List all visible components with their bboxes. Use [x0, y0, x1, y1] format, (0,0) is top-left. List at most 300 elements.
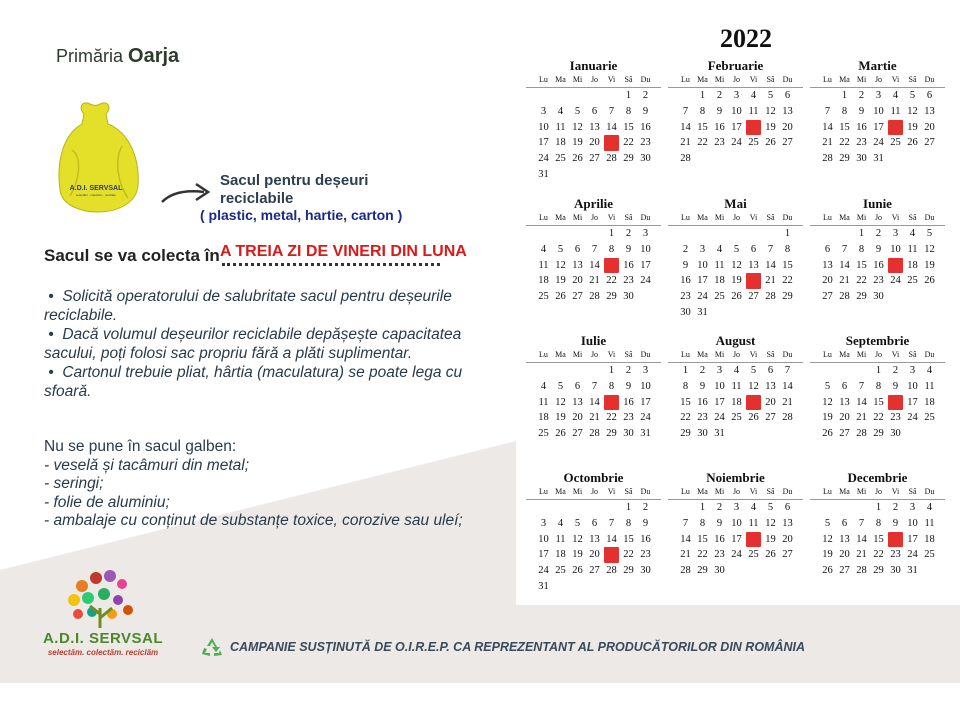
weekday-label: Mi	[856, 75, 867, 84]
day-cell: 25	[924, 412, 935, 424]
day-cell: 2	[875, 228, 882, 239]
day-cell: 6	[750, 243, 757, 255]
day-cell: 31	[538, 580, 549, 592]
day-cell: 7	[591, 243, 598, 255]
day-cell: 15	[697, 121, 708, 133]
weekday-label: Vi	[891, 350, 900, 359]
weekday-label: Ma	[697, 487, 708, 496]
day-cell: 22	[606, 275, 617, 287]
weekday-label: Vi	[891, 213, 900, 222]
day-cell: 3	[875, 90, 882, 101]
day-cell: 15	[782, 259, 793, 271]
day-cell: 26	[765, 549, 776, 561]
not-allowed-title: Nu se pune în sacul galben:	[44, 438, 237, 455]
day-cell: 7	[608, 105, 615, 117]
day-cell: 20	[589, 549, 600, 561]
day-cell: 7	[858, 380, 865, 392]
day-cell: 23	[623, 275, 634, 287]
weekday-label: Du	[782, 350, 793, 359]
day-cell: 9	[875, 243, 882, 255]
day-cell: 11	[748, 517, 759, 529]
day-cell: 2	[682, 243, 689, 255]
day-cell: 16	[640, 121, 651, 133]
days-grid	[810, 363, 945, 442]
day-cell: 28	[765, 291, 776, 303]
day-cell: 24	[714, 412, 725, 424]
day-cell: 9	[682, 259, 689, 271]
day-cell: 20	[839, 549, 850, 561]
weekday-label: Ma	[555, 350, 566, 359]
footer-campaign: CAMPANIE SUSȚINUTĂ DE O.I.R.E.P. CA REPREZENTANT AL PRODUCĂTORILOR DIN ROMÂNIA	[230, 640, 806, 654]
weekday-label: Vi	[607, 350, 616, 359]
day-cell: 17	[907, 533, 918, 545]
day-cell: 27	[839, 565, 850, 577]
day-cell: 6	[784, 90, 791, 101]
month-aprilie	[526, 196, 661, 305]
day-cell: 3	[892, 228, 899, 239]
day-cell: 19	[924, 259, 935, 271]
day-cell: 21	[856, 412, 867, 424]
day-cell: 30	[640, 565, 651, 577]
day-cell: 19	[765, 533, 776, 545]
weekday-header	[668, 73, 803, 88]
empty-cell	[729, 226, 744, 242]
weekday-label: Mi	[714, 350, 725, 359]
weekday-label: Du	[924, 350, 935, 359]
weekday-header	[526, 348, 661, 363]
weekday-header	[668, 211, 803, 226]
day-cell: 5	[557, 243, 564, 255]
day-cell: 18	[907, 259, 918, 271]
weekday-label: Jo	[590, 487, 599, 496]
day-cell: 4	[926, 365, 933, 376]
municipality-name: Oarja	[128, 45, 180, 67]
month-name: Februarie	[707, 58, 764, 73]
day-cell: 16	[623, 396, 634, 408]
day-cell: 7	[858, 517, 865, 529]
day-cell: 3	[540, 105, 547, 117]
day-cell: 27	[748, 291, 759, 303]
day-cell: 8	[858, 243, 865, 255]
day-cell: 29	[680, 428, 691, 440]
weekday-label: Sâ	[624, 487, 633, 496]
day-cell: 14	[839, 259, 850, 271]
day-cell: 3	[642, 365, 649, 376]
day-cell: 16	[623, 259, 634, 271]
day-cell: 30	[623, 291, 634, 303]
day-cell: 2	[892, 502, 899, 513]
weekday-label: Lu	[823, 487, 832, 496]
day-cell: 31	[640, 428, 651, 440]
day-cell: 13	[839, 533, 850, 545]
month-martie	[810, 58, 945, 167]
day-cell: 6	[574, 243, 581, 255]
day-cell: 18	[555, 137, 566, 149]
weekday-label: Lu	[539, 213, 548, 222]
day-cell: 2	[625, 365, 632, 376]
day-cell: 31	[697, 306, 708, 318]
empty-cell	[678, 88, 693, 104]
day-cell: 11	[714, 259, 725, 271]
day-cell: 7	[591, 380, 598, 392]
day-cell: 29	[839, 153, 850, 165]
day-cell: 11	[748, 105, 759, 117]
rule-item: • Solicită operatorului de salubritate sacul pentru deșeurile reciclabile.	[44, 288, 452, 324]
day-cell: 18	[538, 275, 549, 287]
day-cell: 17	[731, 121, 742, 133]
day-cell: 5	[574, 105, 581, 117]
weekday-label: Vi	[891, 487, 900, 496]
empty-cell	[587, 363, 602, 379]
day-cell: 23	[890, 412, 901, 424]
empty-cell	[678, 500, 693, 516]
weekday-label: Lu	[681, 213, 690, 222]
bag-brand: A.D.I. SERVSAL	[69, 185, 123, 192]
day-cell: 8	[875, 517, 882, 529]
weekday-label: Mi	[714, 213, 725, 222]
day-cell: 8	[784, 243, 791, 255]
day-cell: 27	[589, 565, 600, 577]
weekday-label: Sâ	[908, 350, 917, 359]
day-cell: 1	[858, 228, 865, 239]
day-cell: 29	[697, 565, 708, 577]
day-cell: 24	[640, 275, 651, 287]
weekday-label: Ma	[839, 75, 850, 84]
empty-cell	[553, 226, 568, 242]
municipality-title	[56, 45, 179, 68]
day-cell: 13	[822, 259, 833, 271]
day-cell: 11	[890, 105, 901, 117]
day-cell: 15	[856, 259, 867, 271]
weekday-label: Du	[640, 487, 651, 496]
bag-sub: selectăm . colectăm . reciclăm	[75, 193, 117, 197]
weekday-header	[810, 73, 945, 88]
day-cell: 29	[623, 565, 634, 577]
day-cell: 24	[697, 291, 708, 303]
empty-cell	[854, 500, 869, 516]
day-cell: 14	[606, 533, 617, 545]
day-cell: 6	[841, 380, 848, 392]
day-cell: 30	[873, 291, 884, 303]
day-cell: 20	[572, 412, 583, 424]
bag-info-title: Sacul pentru deșeuri reciclabile	[220, 172, 369, 207]
day-cell: 4	[540, 243, 547, 255]
day-cell: 5	[557, 380, 564, 392]
month-octombrie	[526, 470, 661, 595]
day-cell: 1	[682, 365, 689, 376]
day-cell: 11	[907, 243, 918, 255]
weekday-label: Jo	[874, 487, 883, 496]
weekday-label: Ma	[555, 487, 566, 496]
day-cell: 26	[765, 137, 776, 149]
day-cell: 22	[623, 137, 634, 149]
weekday-label: Vi	[749, 487, 758, 496]
day-cell: 6	[591, 105, 598, 117]
day-cell: 15	[623, 121, 634, 133]
day-cell: 23	[623, 412, 634, 424]
bag-info-types: ( plastic, metal, hartie, carton )	[200, 207, 403, 223]
empty-cell	[553, 363, 568, 379]
empty-cell	[570, 363, 585, 379]
day-cell: 4	[750, 90, 757, 101]
day-cell: 2	[699, 365, 706, 376]
day-cell: 29	[873, 565, 884, 577]
weekday-label: Sâ	[624, 75, 633, 84]
day-cell: 8	[625, 517, 632, 529]
weekday-label: Sâ	[766, 75, 775, 84]
day-cell: 14	[589, 396, 600, 408]
day-cell: 3	[909, 365, 916, 376]
empty-cell	[837, 363, 852, 379]
collection-day-marker	[746, 273, 761, 289]
day-cell: 19	[555, 412, 566, 424]
day-cell: 25	[538, 428, 549, 440]
day-cell: 26	[555, 291, 566, 303]
day-cell: 20	[839, 412, 850, 424]
day-cell: 29	[782, 291, 793, 303]
not-allowed-item: - ambalaje cu conținut de substanțe toxice, corozive sau uleí;	[44, 512, 463, 529]
day-cell: 1	[875, 365, 882, 376]
day-cell: 12	[822, 533, 833, 545]
weekday-label: Mi	[572, 350, 583, 359]
day-cell: 20	[782, 533, 793, 545]
weekday-label: Mi	[572, 75, 583, 84]
day-cell: 10	[714, 380, 725, 392]
day-cell: 1	[784, 228, 791, 239]
day-cell: 28	[822, 153, 833, 165]
day-cell: 14	[782, 380, 793, 392]
day-cell: 5	[909, 90, 916, 101]
weekday-label: Sâ	[766, 350, 775, 359]
arrow-right-icon	[158, 180, 218, 210]
day-cell: 21	[856, 549, 867, 561]
day-cell: 24	[731, 137, 742, 149]
day-cell: 21	[680, 549, 691, 561]
day-cell: 5	[574, 517, 581, 529]
weekday-label: Vi	[607, 487, 616, 496]
month-februarie	[668, 58, 803, 167]
day-cell: 18	[555, 549, 566, 561]
empty-cell	[820, 363, 835, 379]
day-cell: 10	[731, 105, 742, 117]
day-cell: 8	[608, 243, 615, 255]
month-noiembrie	[668, 470, 803, 579]
day-cell: 16	[856, 121, 867, 133]
day-cell: 30	[623, 428, 634, 440]
weekday-header	[810, 348, 945, 363]
day-cell: 7	[608, 517, 615, 529]
empty-cell	[587, 88, 602, 104]
rule-item: • Cartonul trebuie pliat, hârtia (maculatura) se poate lega cu sfoară.	[44, 364, 463, 400]
day-cell: 6	[824, 243, 831, 255]
day-cell: 17	[714, 396, 725, 408]
weekday-label: Lu	[681, 350, 690, 359]
weekday-label: Ma	[839, 350, 850, 359]
day-cell: 3	[699, 243, 706, 255]
yellow-bag-image	[52, 100, 142, 215]
weekday-label: Jo	[732, 213, 741, 222]
day-cell: 2	[642, 502, 649, 513]
day-cell: 9	[699, 380, 706, 392]
day-cell: 27	[572, 291, 583, 303]
day-cell: 23	[856, 137, 867, 149]
day-cell: 12	[822, 396, 833, 408]
days-grid	[668, 363, 803, 442]
day-cell: 24	[538, 565, 549, 577]
day-cell: 19	[765, 121, 776, 133]
day-cell: 6	[767, 365, 774, 376]
month-name: Ianuarie	[569, 58, 618, 73]
empty-cell	[570, 500, 585, 516]
weekday-label: Mi	[714, 75, 725, 84]
month-decembrie	[810, 470, 945, 579]
day-cell: 29	[623, 153, 634, 165]
day-cell: 31	[907, 565, 918, 577]
day-cell: 27	[765, 412, 776, 424]
days-grid	[810, 88, 945, 167]
day-cell: 6	[574, 380, 581, 392]
day-cell: 16	[640, 533, 651, 545]
weekday-label: Jo	[732, 75, 741, 84]
day-cell: 25	[538, 291, 549, 303]
month-name: Iulie	[580, 333, 607, 348]
days-grid	[526, 500, 661, 595]
day-cell: 13	[589, 533, 600, 545]
day-cell: 20	[924, 121, 935, 133]
servsal-logo-icon	[60, 568, 170, 678]
day-cell: 5	[824, 380, 831, 392]
not-allowed-item: - veselă și tacâmuri din metal;	[44, 456, 250, 474]
day-cell: 8	[875, 380, 882, 392]
day-cell: 30	[697, 428, 708, 440]
day-cell: 10	[640, 380, 651, 392]
weekday-label: Mi	[714, 487, 725, 496]
day-cell: 31	[714, 428, 725, 440]
day-cell: 16	[873, 259, 884, 271]
day-cell: 14	[680, 533, 691, 545]
day-cell: 13	[748, 259, 759, 271]
day-cell: 15	[873, 533, 884, 545]
day-cell: 2	[625, 228, 632, 239]
day-cell: 5	[733, 243, 740, 255]
day-cell: 20	[572, 275, 583, 287]
weekday-label: Du	[924, 213, 935, 222]
empty-cell	[820, 88, 835, 104]
day-cell: 8	[699, 105, 706, 117]
day-cell: 9	[716, 105, 723, 117]
empty-cell	[712, 226, 727, 242]
weekday-label: Lu	[539, 75, 548, 84]
day-cell: 21	[680, 137, 691, 149]
day-cell: 9	[642, 105, 649, 117]
day-cell: 18	[924, 396, 935, 408]
empty-cell	[746, 226, 761, 242]
logo-tagline: selectăm. colectăm. reciclăm	[47, 648, 159, 657]
weekday-header	[810, 485, 945, 500]
days-grid	[810, 226, 945, 305]
day-cell: 22	[873, 549, 884, 561]
day-cell: 12	[765, 105, 776, 117]
recycle-icon	[200, 636, 224, 658]
day-cell: 12	[572, 121, 583, 133]
day-cell: 5	[767, 90, 774, 101]
day-cell: 15	[680, 396, 691, 408]
collection-day-marker	[746, 120, 761, 136]
day-cell: 10	[907, 380, 918, 392]
day-cell: 13	[782, 517, 793, 529]
day-cell: 4	[926, 502, 933, 513]
day-cell: 1	[608, 228, 615, 239]
calendar-year: 2022	[720, 24, 772, 53]
day-cell: 15	[839, 121, 850, 133]
weekday-header	[668, 348, 803, 363]
weekday-header	[810, 211, 945, 226]
day-cell: 23	[640, 549, 651, 561]
day-cell: 27	[589, 153, 600, 165]
weekday-label: Lu	[681, 75, 690, 84]
weekday-label: Vi	[749, 75, 758, 84]
day-cell: 2	[716, 90, 723, 101]
day-cell: 3	[642, 228, 649, 239]
weekday-label: Vi	[749, 350, 758, 359]
day-cell: 20	[765, 396, 776, 408]
weekday-label: Mi	[856, 213, 867, 222]
day-cell: 22	[839, 137, 850, 149]
weekday-label: Ma	[697, 75, 708, 84]
month-august	[668, 333, 803, 442]
day-cell: 12	[748, 380, 759, 392]
weekday-label: Lu	[539, 487, 548, 496]
empty-cell	[820, 226, 835, 242]
logo-name: A.D.I. SERVSAL	[42, 630, 164, 647]
day-cell: 13	[782, 105, 793, 117]
collection-day-marker	[604, 395, 619, 411]
days-grid	[810, 500, 945, 579]
day-cell: 21	[589, 412, 600, 424]
day-cell: 28	[856, 565, 867, 577]
weekday-label: Sâ	[766, 487, 775, 496]
day-cell: 2	[716, 502, 723, 513]
weekday-label: Du	[924, 75, 935, 84]
weekday-header	[526, 485, 661, 500]
day-cell: 11	[538, 259, 549, 271]
day-cell: 10	[907, 517, 918, 529]
collection-day-marker	[888, 532, 903, 548]
day-cell: 27	[839, 428, 850, 440]
day-cell: 13	[572, 259, 583, 271]
day-cell: 9	[858, 105, 865, 117]
day-cell: 5	[926, 228, 933, 239]
weekday-label: Ma	[839, 487, 850, 496]
day-cell: 21	[765, 275, 776, 287]
collection-day-marker	[746, 395, 761, 411]
empty-cell	[536, 500, 551, 516]
day-cell: 30	[856, 153, 867, 165]
collection-highlight: A TREIA ZI DE VINERI DIN LUNA	[220, 243, 467, 260]
day-cell: 24	[538, 153, 549, 165]
day-cell: 3	[733, 90, 740, 101]
day-cell: 2	[892, 365, 899, 376]
day-cell: 12	[765, 517, 776, 529]
month-septembrie	[810, 333, 945, 442]
weekday-label: Jo	[732, 487, 741, 496]
empty-cell	[854, 363, 869, 379]
day-cell: 19	[555, 275, 566, 287]
weekday-header	[668, 485, 803, 500]
day-cell: 28	[680, 565, 691, 577]
day-cell: 18	[731, 396, 742, 408]
day-cell: 26	[555, 428, 566, 440]
